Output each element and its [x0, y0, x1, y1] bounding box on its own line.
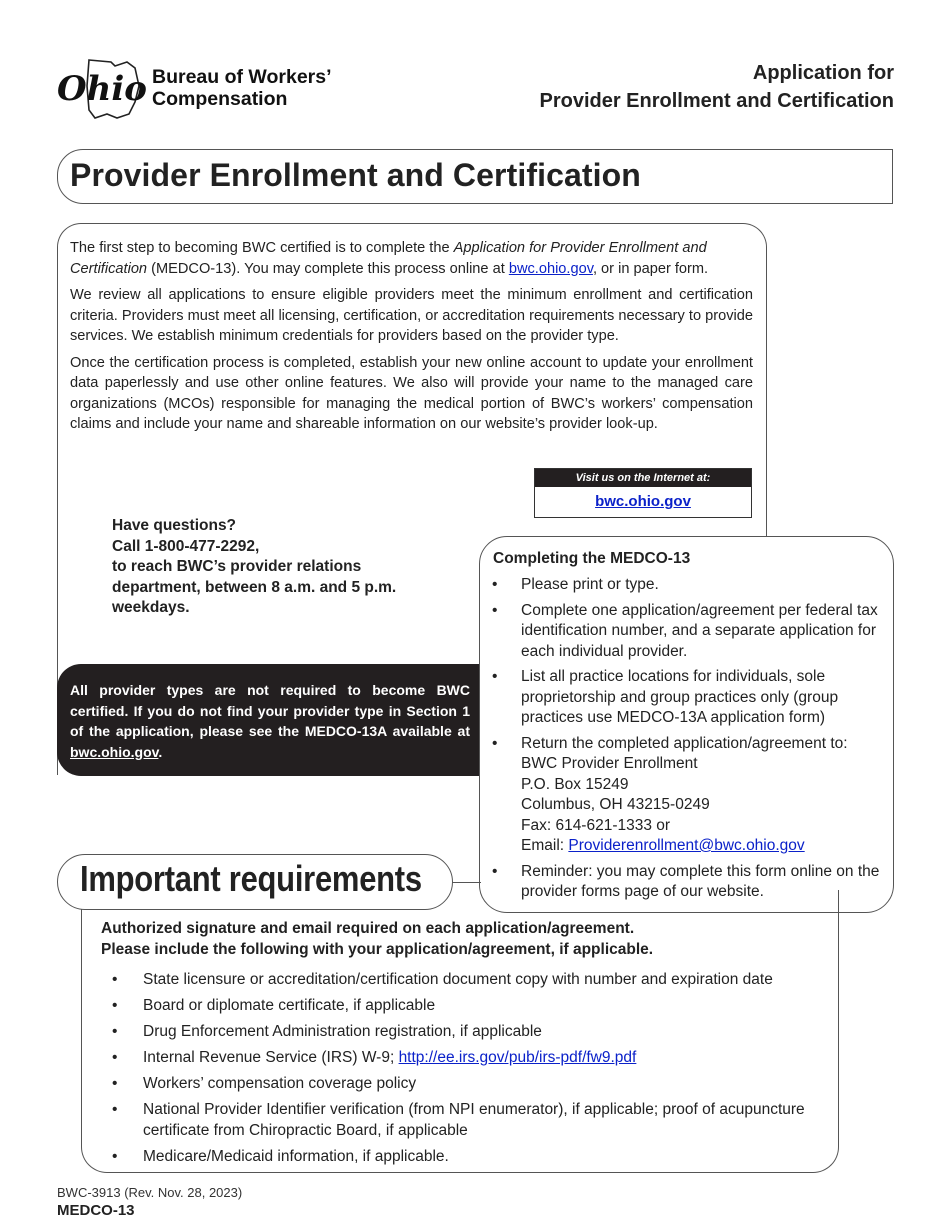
requirements-lead — [101, 919, 653, 960]
intro-paragraph-3: Once the certification process is completed, establish your new online account to update your enrollment data paperlessly and use other online features. We also will provide your name to the managed care organizations (MCOs) responsible for managing the medical portion of BWC’s workers’ compensation claims and include your name and shareable information on our website’s provider look-up. — [70, 354, 753, 432]
bullet: • — [112, 971, 118, 988]
bullet: • — [112, 1147, 118, 1165]
questions-line: Call 1-800-477-2292, — [112, 537, 260, 555]
bullet: • — [492, 601, 498, 619]
bullet: • — [112, 1101, 118, 1118]
address-line: P.O. Box 15249 — [521, 775, 629, 793]
address-line: BWC Provider Enrollment — [521, 755, 698, 772]
bullet: • — [492, 734, 498, 752]
visit-us-link[interactable]: bwc.ohio.gov — [595, 493, 691, 510]
bullet: • — [492, 668, 498, 685]
intro-paragraph-1 — [70, 238, 753, 279]
org-name — [152, 66, 332, 110]
bullet: • — [112, 997, 118, 1014]
bullet: • — [112, 1075, 118, 1092]
bullet: • — [112, 1049, 118, 1066]
requirements-list — [112, 970, 832, 1173]
logo-wordmark: Ohio — [57, 69, 147, 109]
org-name-line1: Bureau of Workers’ — [152, 66, 332, 88]
intro-text — [70, 238, 753, 441]
ohio-state-icon — [55, 56, 150, 120]
list-item-text: Internal Revenue Service (IRS) W-9; — [143, 1049, 399, 1066]
email-label: Email: — [521, 837, 569, 854]
address-line: Columbus, OH 43215-0249 — [521, 796, 710, 813]
form-number: BWC-3913 (Rev. Nov. 28, 2023) — [57, 1185, 243, 1200]
notice-link[interactable]: bwc.ohio.gov — [70, 743, 159, 760]
email-line — [521, 836, 887, 857]
list-item-text: State licensure or accreditation/certification document copy with number and expiration date — [143, 971, 773, 988]
list-item-text: Board or diplomate certificate, if applicable — [143, 997, 436, 1014]
visit-us-heading: Visit us on the Internet at: — [535, 469, 751, 487]
requirements-title: Important requirements — [80, 858, 422, 899]
notice-text — [70, 680, 470, 762]
questions-line: weekdays. — [112, 599, 190, 616]
list-item-text: Workers’ compensation coverage policy — [143, 1075, 417, 1092]
bullet: • — [492, 576, 498, 593]
list-item — [492, 734, 887, 857]
requirements-lead-line1: Authorized signature and email required on each application/agreement. — [101, 920, 635, 937]
list-item — [492, 575, 887, 596]
bullet: • — [112, 1023, 118, 1040]
intro-p1-end: , or in paper form. — [592, 260, 709, 277]
fax-line: Fax: 614-621-1333 or — [521, 816, 671, 834]
visit-us-box — [534, 468, 752, 518]
application-title-line2: Provider Enrollment and Certification — [539, 90, 894, 112]
list-item-text: National Provider Identifier verification (from NPI enumerator), if applicable; proof of acupuncture certificate from Chiropractic Board, if applicable — [143, 1101, 805, 1139]
notice-end: . — [158, 743, 163, 760]
form-code: MEDCO-13 — [57, 1202, 135, 1219]
list-item — [492, 601, 887, 663]
bullet: • — [492, 862, 498, 880]
questions-line: Have questions? — [112, 517, 237, 534]
application-title — [539, 59, 894, 115]
notice-body: All provider types are not required to become BWC certified. If you do not find your provider type in Section 1 of the application, please see the MEDCO-13A available at — [70, 682, 470, 739]
list-item — [492, 667, 887, 729]
list-item — [112, 996, 832, 1017]
page-title: Provider Enrollment and Certification — [70, 157, 641, 193]
list-item-text: List all practice locations for individuals, sole proprietorship and group practices only (group practices use MEDCO-13A application form) — [521, 668, 839, 726]
questions-line: to reach BWC’s provider relations — [112, 558, 362, 575]
list-item-text: Please print or type. — [521, 576, 659, 593]
list-item-text: Medicare/Medicaid information, if applicable. — [143, 1147, 449, 1165]
list-item-text: Complete one application/agreement per federal tax identification number, and a separate application for each individual provider. — [521, 601, 878, 660]
list-item — [112, 1048, 832, 1069]
intro-p1-form-name: Application for Provider Enrollment and Certification — [70, 240, 707, 277]
list-item — [112, 1074, 832, 1095]
requirements-lead-line2: Please include the following with your application/agreement, if applicable. — [101, 940, 654, 958]
bwc-website-link[interactable]: bwc.ohio.gov — [508, 260, 593, 277]
list-item — [112, 1100, 832, 1141]
intro-p1-start: The first step to becoming BWC certified is to complete the — [70, 240, 454, 256]
intro-paragraph-2: We review all applications to ensure eligible providers meet the minimum enrollment and certification criteria. Providers must meet all licensing, certification, or accreditation requirements necessary to provide services. We establish minimum credentials for providers based on the provider type. — [70, 287, 753, 344]
list-item — [112, 1147, 832, 1168]
list-item-text: Drug Enforcement Administration registration, if applicable — [143, 1023, 542, 1040]
questions-line: department, between 8 a.m. and 5 p.m. — [112, 578, 397, 596]
intro-p1-middle: (MEDCO-13). You may complete this process online at — [147, 260, 509, 277]
application-title-line1: Application for — [752, 62, 894, 84]
requirements-connector — [451, 882, 481, 883]
questions-text — [112, 516, 396, 619]
footer — [57, 1184, 242, 1220]
irs-w9-link[interactable]: http://ee.irs.gov/pub/irs-pdf/fw9.pdf — [398, 1049, 637, 1066]
org-name-line2: Compensation — [152, 88, 288, 110]
completing-title: Completing the MEDCO-13 — [493, 550, 691, 567]
completing-list — [492, 575, 887, 908]
list-item-text: Return the completed application/agreement to: — [521, 734, 848, 752]
list-item — [112, 1022, 832, 1043]
list-item — [112, 970, 832, 991]
list-item-text: Reminder: you may complete this form online on the provider forms page of our website. — [521, 862, 880, 900]
email-link[interactable]: Providerenrollment@bwc.ohio.gov — [568, 837, 805, 854]
